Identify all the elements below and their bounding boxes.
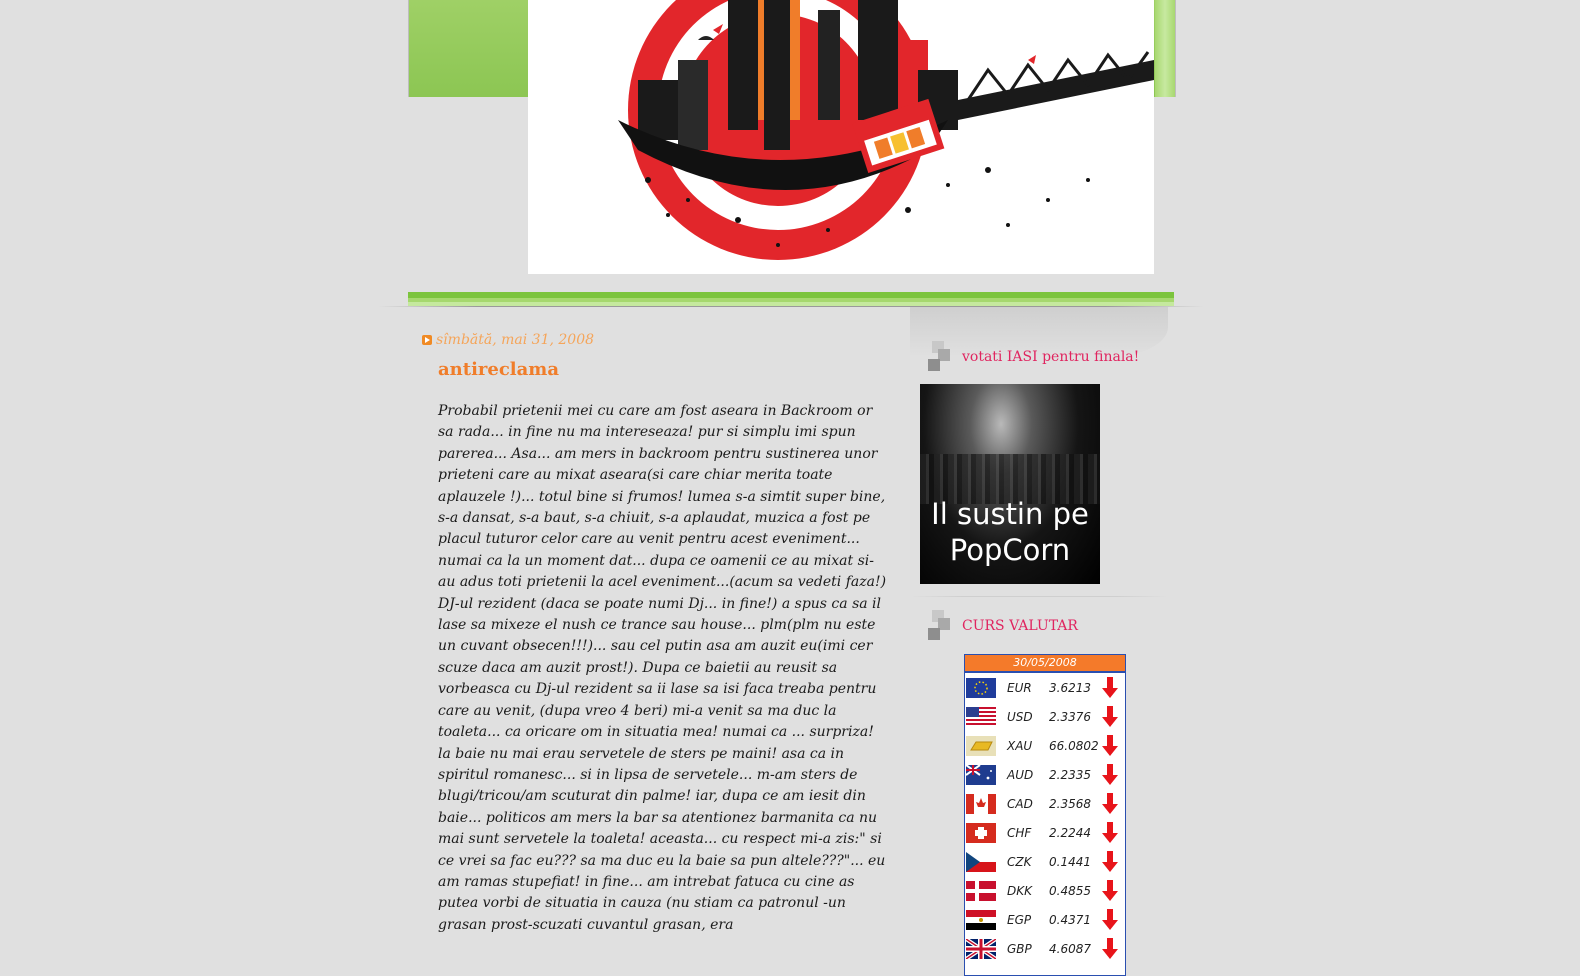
post-date-header xyxy=(422,331,594,349)
down-arrow-icon xyxy=(1102,938,1118,960)
currency-code: USD xyxy=(1007,709,1033,724)
currency-code: DKK xyxy=(1007,883,1032,898)
fx-widget-header xyxy=(928,610,1078,642)
exchange-rate-date: 30/05/2008 xyxy=(965,655,1125,673)
sidebar-separator xyxy=(910,596,1168,597)
currency-value: 0.4855 xyxy=(1049,883,1091,898)
eu-flag xyxy=(966,678,996,698)
exchange-rate-row xyxy=(965,789,1125,818)
exchange-rate-row xyxy=(965,818,1125,847)
post-date: sîmbătă, mai 31, 2008 xyxy=(436,332,595,348)
currency-value: 3.6213 xyxy=(1049,680,1091,695)
ch-flag xyxy=(966,823,996,843)
down-arrow-icon xyxy=(1102,822,1118,844)
gold-icon xyxy=(966,736,996,756)
exchange-rate-row xyxy=(965,847,1125,876)
down-arrow-icon xyxy=(1102,677,1118,699)
vote-popcorn-image[interactable] xyxy=(920,384,1100,584)
currency-code: GBP xyxy=(1007,941,1032,956)
green-nav-bar xyxy=(408,292,1174,306)
cz-flag xyxy=(966,852,996,872)
down-arrow-icon xyxy=(1102,880,1118,902)
eg-flag xyxy=(966,910,996,930)
down-arrow-icon xyxy=(1102,764,1118,786)
currency-value: 0.4371 xyxy=(1049,912,1091,927)
date-bullet-icon xyxy=(422,335,432,345)
exchange-rate-row xyxy=(965,702,1125,731)
currency-code: AUD xyxy=(1007,767,1034,782)
currency-code: XAU xyxy=(1007,738,1033,753)
exchange-rate-row xyxy=(965,673,1125,702)
currency-value: 4.6087 xyxy=(1049,941,1091,956)
post-title[interactable]: antireclama xyxy=(438,359,560,380)
exchange-rate-row xyxy=(965,731,1125,760)
down-arrow-icon xyxy=(1102,735,1118,757)
city-skyline-illustration xyxy=(528,0,1154,274)
exchange-rate-row xyxy=(965,905,1125,934)
post-body: Probabil prietenii mei cu care am fost aseara in Backroom or sa rada... in fine nu ma intereseaza! pur si simplu imi spun parerea... Asa... am mers in backroom pentru sustinerea unor prieteni care au mixat aseara(si care chiar merita toate aplauzele !)... totul bine si frumos! lumea s-a simtit super bine, s-a dansat, s-a baut, s-a chiuit, s-a aplaudat, muzica a fost pe placul tuturor celor care au venit pentru acest eveniment... numai ca la un moment dat... dupa ce oamenii ce au mixat si-au adus toti prietenii la acel eveniment...(acum sa vedeti faza!) DJ-ul rezident (daca se poate numi Dj... in fine!) a spus ca sa il lase sa mixeze el nush ce trance sau house... plm(plm nu este un cuvant obsecen!!!)... sau cel putin asa am auzit eu(imi cer scuze daca am auzit prost!). Dupa ce baietii au reusit sa vorbeasca cu Dj-ul rezident sa ii lase sa isi faca treaba pentru care au venit, (dupa vreo 4 beri) mi-a venit sa ma duc la toaleta... ca oricare om in situatia mea! numai ca ... surpriza! la baie nu mai erau servetele de sters pe maini! asa ca in spiritul romanesc... si in lipsa de servetele... m-am sters de blugi/tricou/am scuturat din palme! iar, dupa ce am iesit din baie... politicos am mers la bar sa atentionez barmanita ca nu mai sunt servetele la toaleta! aceasta... cu respect mi-a zis:" si ce vrei sa fac eu??? sa ma duc eu la baie sa pun altele???"... eu am ramas stupefiat! in fine... am intrebat fatuca cu cine as putea vorbi de situatia in cauza (nu stiam ca patronul -un grasan prost-scuzati cuvantul grasan, era xyxy=(438,403,887,933)
header-banner-image[interactable] xyxy=(528,0,1154,274)
fx-widget-title: CURS VALUTAR xyxy=(962,618,1078,634)
cube-bullet-icon xyxy=(928,610,952,642)
main-column xyxy=(408,307,906,969)
currency-value: 66.0802 xyxy=(1049,738,1099,753)
currency-code: CAD xyxy=(1007,796,1033,811)
exchange-rate-row xyxy=(965,934,1125,963)
down-arrow-icon xyxy=(1102,793,1118,815)
currency-code: EUR xyxy=(1007,680,1032,695)
currency-code: CHF xyxy=(1007,825,1032,840)
cube-bullet-icon xyxy=(928,341,952,373)
gb-flag xyxy=(966,939,996,959)
ca-flag xyxy=(966,794,996,814)
us-flag xyxy=(966,707,996,727)
exchange-rate-row xyxy=(965,760,1125,789)
down-arrow-icon xyxy=(1102,909,1118,931)
down-arrow-icon xyxy=(1102,706,1118,728)
dk-flag xyxy=(966,881,996,901)
currency-value: 0.1441 xyxy=(1049,854,1091,869)
currency-value: 2.2335 xyxy=(1049,767,1091,782)
vote-widget-header xyxy=(928,341,1139,373)
vote-widget-title: votati IASI pentru finala! xyxy=(962,349,1140,365)
exchange-rate-row xyxy=(965,876,1125,905)
currency-code: CZK xyxy=(1007,854,1032,869)
sidebar xyxy=(910,307,1174,969)
currency-value: 2.3376 xyxy=(1049,709,1091,724)
exchange-rate-table[interactable] xyxy=(964,654,1126,976)
currency-value: 2.3568 xyxy=(1049,796,1091,811)
currency-value: 2.2244 xyxy=(1049,825,1091,840)
vote-image-caption: Il sustin pe PopCorn xyxy=(931,497,1089,567)
au-flag xyxy=(966,765,996,785)
down-arrow-icon xyxy=(1102,851,1118,873)
currency-code: EGP xyxy=(1007,912,1032,927)
page-wrapper xyxy=(408,0,1174,969)
